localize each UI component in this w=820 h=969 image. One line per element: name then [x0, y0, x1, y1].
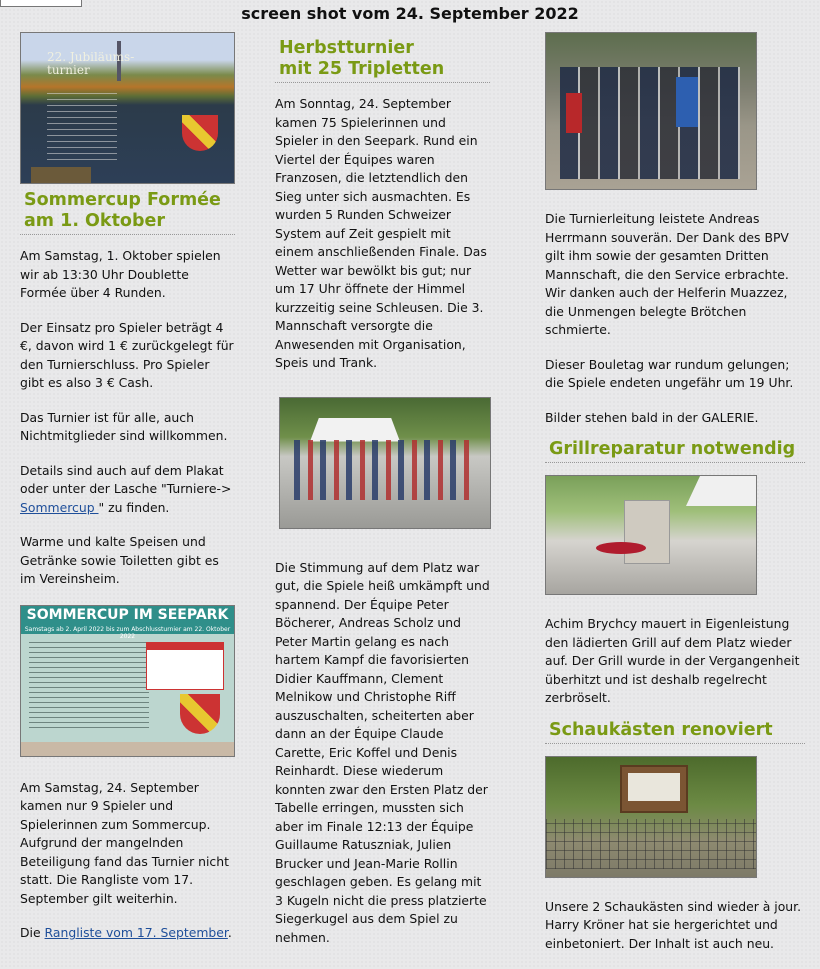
heading-line: am 1. Oktober	[24, 211, 165, 231]
poster-text-lines	[29, 642, 149, 732]
column-sommercup	[20, 32, 235, 959]
text: .	[227, 925, 232, 940]
paragraph: Die Stimmung auf dem Platz war gut, die Spiele heiß umkämpft und spannend. Der Équipe Peter Böcherer, Andreas Scholz und Peter Martin gelang es nach hartem Kampf die favorisierten Didier Kauffmann, Clement Melnikow und Christophe Riff auszuschalten, scheiterten aber dann an der Équipe Claude Carette, Eric Koffel und Denis Reinhardt. Diese wiederum konnten zwar den Ersten Platz der Tabelle erringen, mussten sich aber im Finale 12:13 der Équipe Guillaume Ratuszniak, Julien Brucker und Jean-Marie Rollin geschlagen geben. Es gelang mit 3 Kugeln nicht die press platzierte Siegerkugel aus dem Spiel zu nehmen.	[275, 559, 490, 945]
poster-title: SOMMERCUP IM SEEPARK	[21, 606, 234, 628]
tournament-crowd-image[interactable]	[279, 397, 491, 529]
heading-line: Sommercup Formée	[24, 190, 221, 210]
calendar-box	[146, 642, 224, 690]
text: " zu finden.	[98, 499, 170, 515]
paragraph: Das Turnier ist für alle, auch Nichtmitglieder sind willkommen.	[20, 409, 228, 443]
poster-title: 22. Jubiläums- turnier	[47, 50, 135, 77]
poster-text-lines	[47, 93, 117, 163]
section-heading-schaukaesten: Schaukästen renoviert	[545, 720, 805, 744]
poster-subtitle: Samstags ab 2. April 2022 bis zum Abschlussturnier am 22. Oktober 2022	[21, 626, 234, 634]
dock-shape	[31, 167, 91, 183]
paragraph: Am Samstag, 1. Oktober spielen wir ab 13:30 Uhr Doublette Formée über 4 Runden.	[20, 248, 221, 300]
column-herbstturnier	[275, 38, 490, 963]
paragraph: Achim Brychcy mauert in Eigenleistung den lädierten Grill auf dem Platz wieder auf. Der Grill wurde in der Vergangenheit überhitzt und ist deshalb regelrecht zerbröselt.	[545, 616, 800, 705]
player-shape	[676, 77, 698, 127]
winners-photo[interactable]	[545, 32, 757, 190]
paragraph: Am Sonntag, 24. September kamen 75 Spielerinnen und Spieler in den Seepark. Rund ein Viertel der Équipes waren Franzosen, die letztendlich den Sieg unter sich ausmachten. Es wurden 5 Runden Schweizer System auf Zeit gespielt mit einem anschließenden Finale. Das Wetter war bewölkt bis gut; nur um 17 Uhr öffnete der Himmel kurzzeitig seine Schleusen. Die 3. Mannschaft versorgte die Anwesenden mit Organisation, Speis und Trank.	[275, 96, 487, 370]
paragraph-details	[20, 462, 235, 518]
player-shape	[566, 93, 582, 133]
showcase-photo[interactable]	[545, 756, 757, 878]
text: Details sind auch auf dem Plakat oder unter der Lasche "Turniere->	[20, 462, 232, 496]
table-shape	[596, 542, 646, 554]
players-shape	[294, 440, 474, 500]
club-crest-icon	[182, 115, 218, 151]
page-title: screen shot vom 24. September 2022	[241, 4, 579, 23]
tent-shape	[686, 476, 756, 506]
sommercup-poster-image[interactable]	[20, 605, 235, 757]
section-heading-sommercup	[20, 190, 235, 235]
tent-shape	[310, 418, 400, 442]
grill-photo[interactable]	[545, 475, 757, 595]
paragraph: Unsere 2 Schaukästen sind wieder à jour. Harry Kröner hat sie hergerichtet und einbetoniert. Der Inhalt ist auch neu.	[545, 898, 802, 951]
heading-line: mit 25 Tripletten	[279, 59, 445, 79]
poster-footer	[21, 742, 234, 756]
paragraph: Warme und kalte Speisen und Getränke sowie Toiletten gibt es im Vereinsheim.	[20, 534, 219, 586]
showcase-board-shape	[620, 765, 688, 813]
players-shape	[560, 67, 740, 179]
rangliste-link[interactable]: Rangliste vom 17. September	[44, 925, 228, 940]
paragraph: Der Einsatz pro Spieler beträgt 4 €, davon wird 1 € zurückgelegt für den Turnierschluss. Pro Spieler gibt es also 3 € Cash.	[20, 319, 234, 390]
paragraph: Dieser Bouletag war rundum gelungen; die Spiele endeten ungefähr um 19 Uhr.	[545, 356, 794, 390]
paragraph: Bilder stehen bald in der GALERIE.	[545, 409, 759, 425]
paragraph: Am Samstag, 24. September kamen nur 9 Spieler und Spielerinnen zum Sommercup. Aufgrund der mangelnden Beteiligung fand das Turnier nicht statt. Die Rangliste vom 17. September gilt weiterhin.	[20, 779, 229, 906]
grill-shape	[624, 500, 670, 564]
paragraph-rangliste	[20, 924, 235, 943]
sommercup-link[interactable]: Sommercup	[20, 499, 99, 515]
heading-line: Herbstturnier	[279, 38, 414, 58]
fence-shape	[546, 819, 756, 869]
section-heading-grill: Grillreparatur notwendig	[545, 439, 805, 463]
section-heading-herbstturnier	[275, 38, 490, 83]
column-news	[545, 32, 805, 969]
club-crest-icon	[180, 694, 220, 734]
tournament-poster-image[interactable]	[20, 32, 235, 184]
text: Die	[20, 925, 45, 940]
paragraph: Die Turnierleitung leistete Andreas Herrmann souverän. Der Dank des BPV gilt ihm sowie der gesamten Dritten Mannschaft, die den Service erbrachte. Wir danken auch der Helferin Muazzez, die Unmengen belegte Brötchen schmierte.	[545, 211, 789, 337]
